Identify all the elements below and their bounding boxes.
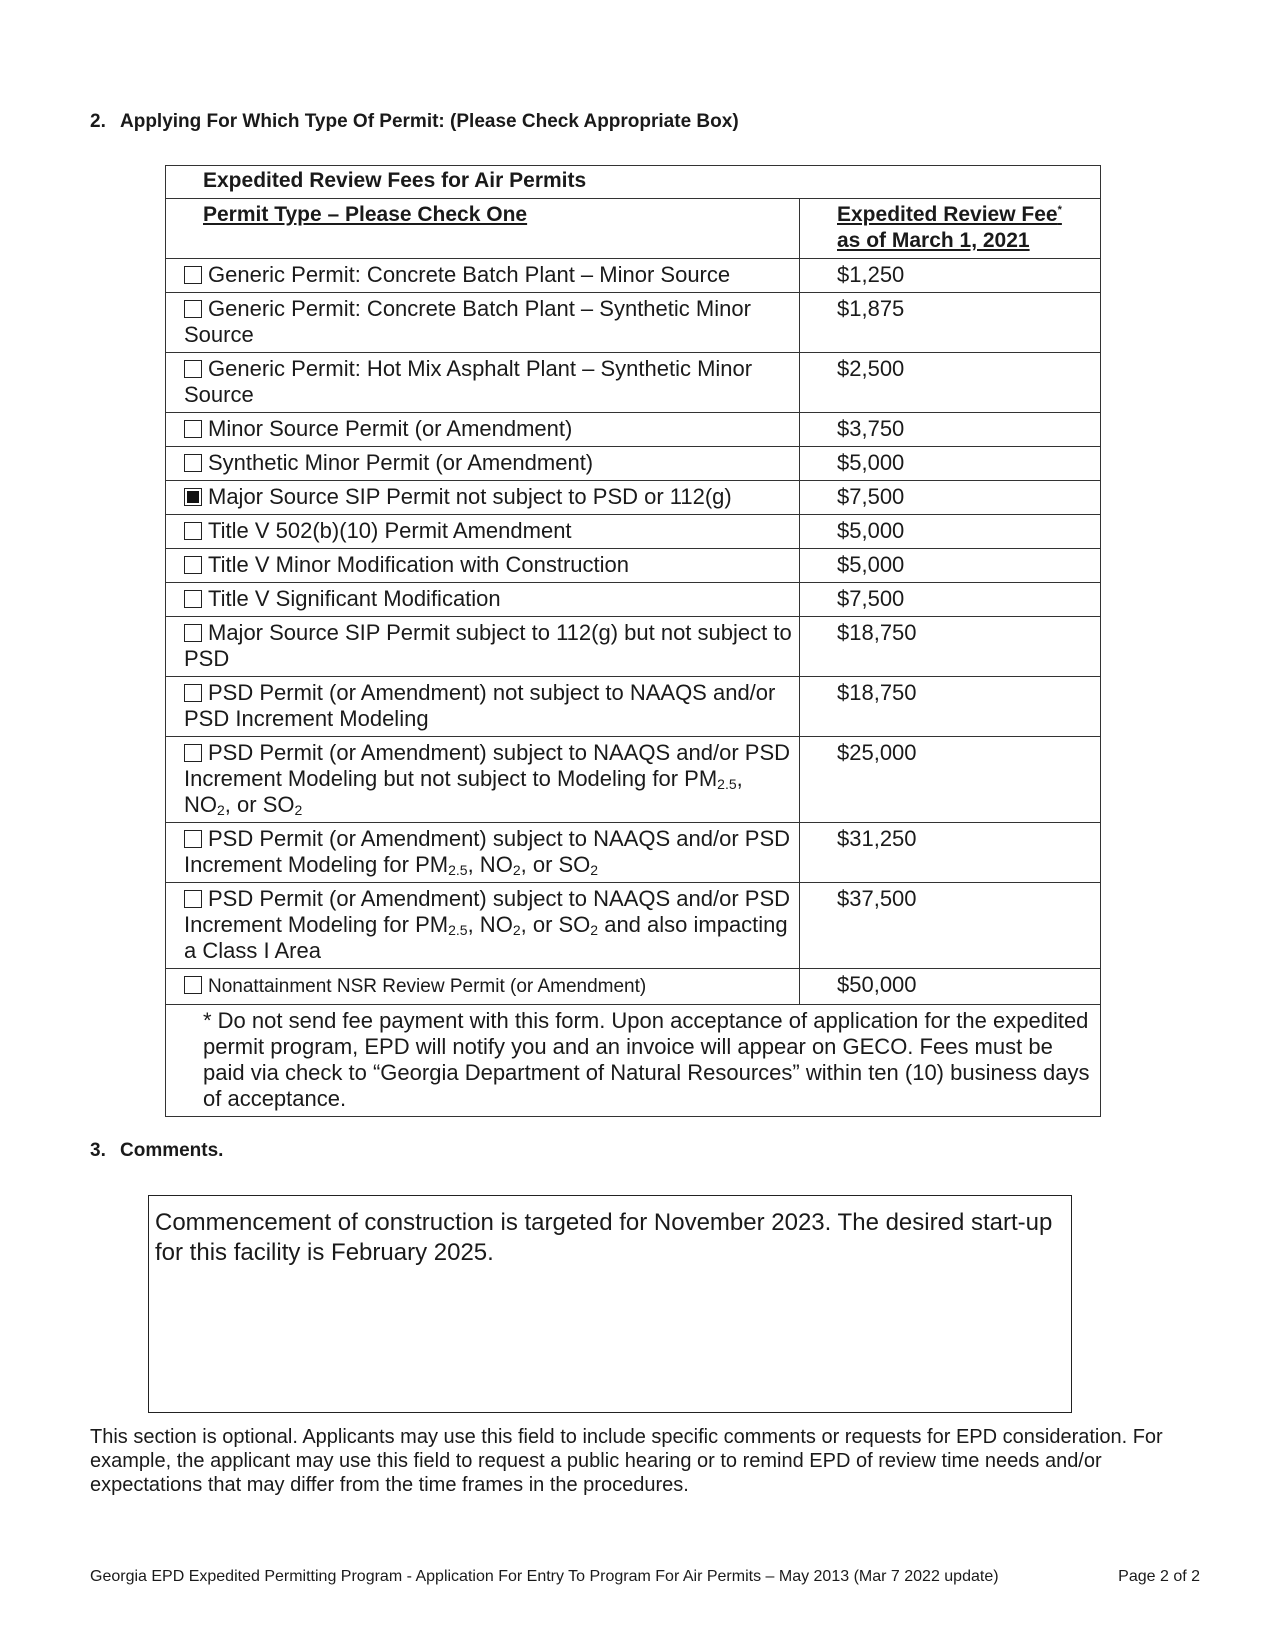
fee-cell: $5,000	[800, 447, 1101, 481]
permit-type-cell	[166, 969, 800, 1005]
footer-doc-title: Georgia EPD Expedited Permitting Program - Application For Entry To Program For Air Permits – May 2013 (Mar 7 2022 update)	[90, 1568, 999, 1585]
permit-label: Title V Minor Modification with Construction	[208, 552, 630, 577]
permit-label-part: and also impacting a Class I Area	[184, 912, 788, 963]
fee-header-line1: Expedited Review Fee	[837, 203, 1058, 226]
fee-cell: $37,500	[800, 883, 1101, 969]
subscript: 2	[217, 802, 225, 818]
permit-checkbox[interactable]	[184, 454, 202, 472]
permit-label: Generic Permit: Hot Mix Asphalt Plant – Synthetic Minor Source	[184, 356, 753, 407]
table-row	[166, 259, 1101, 293]
fee-header-line2: as of March 1, 2021	[837, 229, 1030, 252]
table-row	[166, 293, 1101, 353]
permit-checkbox[interactable]	[184, 830, 202, 848]
table-row	[166, 969, 1101, 1005]
permit-checkbox[interactable]	[184, 744, 202, 762]
permit-label: Major Source SIP Permit not subject to PSD or 112(g)	[208, 484, 732, 509]
permit-label: Title V Significant Modification	[208, 586, 501, 611]
permit-type-cell	[166, 677, 800, 737]
permit-checkbox[interactable]	[184, 684, 202, 702]
table-row	[166, 677, 1101, 737]
permit-label: Generic Permit: Concrete Batch Plant – Synthetic Minor Source	[184, 296, 751, 347]
subscript: 2	[590, 922, 599, 938]
table-row	[166, 617, 1101, 677]
section-2-heading	[90, 111, 739, 133]
table-caption-row	[166, 166, 1101, 199]
fee-footnote: * Do not send fee payment with this form. Upon acceptance of application for the expedited permit program, EPD will notify you and an invoice will appear on GECO. Fees must be paid via check to “Georgia Department of Natural Resources” within ten (10) business days of acceptance.	[166, 1005, 1101, 1117]
permit-label: Synthetic Minor Permit (or Amendment)	[208, 450, 594, 475]
fee-cell: $18,750	[800, 617, 1101, 677]
table-row	[166, 549, 1101, 583]
permit-checkbox-checked[interactable]	[184, 488, 202, 506]
permit-checkbox[interactable]	[184, 624, 202, 642]
permit-type-cell	[166, 259, 800, 293]
fee-cell: $5,000	[800, 549, 1101, 583]
table-row	[166, 823, 1101, 883]
fee-cell: $31,250	[800, 823, 1101, 883]
fee-cell: $2,500	[800, 353, 1101, 413]
permit-label: Nonattainment NSR Review Permit (or Amendment)	[208, 976, 647, 997]
permit-label: Title V 502(b)(10) Permit Amendment	[208, 518, 572, 543]
permit-checkbox[interactable]	[184, 890, 202, 908]
permit-checkbox[interactable]	[184, 556, 202, 574]
fee-cell: $1,875	[800, 293, 1101, 353]
permit-type-cell	[166, 353, 800, 413]
permit-checkbox[interactable]	[184, 420, 202, 438]
section-3-title: Comments.	[120, 1140, 224, 1161]
table-row	[166, 883, 1101, 969]
permit-checkbox[interactable]	[184, 300, 202, 318]
fee-cell: $1,250	[800, 259, 1101, 293]
fee-cell: $3,750	[800, 413, 1101, 447]
subscript: 2.5	[448, 922, 468, 938]
fee-cell: $18,750	[800, 677, 1101, 737]
expedited-fees-table	[165, 165, 1101, 1117]
subscript: 2	[294, 802, 303, 818]
permit-label-part: , NO	[467, 912, 513, 937]
permit-type-cell	[166, 481, 800, 515]
permit-label-part: PSD Permit (or Amendment) subject to NAAQS and/or PSD Increment Modeling but not subject to Modeling for PM	[184, 740, 791, 791]
permit-label: Major Source SIP Permit subject to 112(g) but not subject to PSD	[184, 620, 792, 671]
permit-type-cell	[166, 883, 800, 969]
subscript: 2.5	[717, 776, 737, 792]
table-row	[166, 481, 1101, 515]
table-row	[166, 515, 1101, 549]
permit-type-cell	[166, 549, 800, 583]
fee-header	[800, 199, 1101, 259]
fee-cell: $7,500	[800, 583, 1101, 617]
section-3-number: 3.	[90, 1140, 106, 1161]
table-row	[166, 353, 1101, 413]
permit-checkbox[interactable]	[184, 976, 202, 994]
table-row	[166, 737, 1101, 823]
table-row	[166, 583, 1101, 617]
permit-label: PSD Permit (or Amendment) not subject to NAAQS and/or PSD Increment Modeling	[184, 680, 776, 731]
permit-checkbox[interactable]	[184, 266, 202, 284]
permit-type-cell	[166, 583, 800, 617]
permit-type-cell	[166, 293, 800, 353]
subscript: 2	[512, 922, 521, 938]
fee-cell: $25,000	[800, 737, 1101, 823]
permit-label-part: PSD Permit (or Amendment) subject to NAAQS and/or PSD Increment Modeling for PM	[184, 886, 791, 937]
table-note-row	[166, 1005, 1101, 1117]
permit-label-part: , or SO	[520, 912, 591, 937]
fee-cell: $5,000	[800, 515, 1101, 549]
permit-checkbox[interactable]	[184, 522, 202, 540]
section-2-number: 2.	[90, 111, 106, 132]
optional-note: This section is optional. Applicants may use this field to include specific comments or requests for EPD consideration. For example, the applicant may use this field to request a public hearing or to remind EPD of review time needs and/or expectations that may differ from the time frames in the procedures.	[90, 1426, 1163, 1496]
section-2-title: Applying For Which Type Of Permit: (Please Check Appropriate Box)	[120, 111, 739, 132]
table-row	[166, 447, 1101, 481]
subscript: 2	[590, 862, 599, 878]
permit-label: Minor Source Permit (or Amendment)	[208, 416, 573, 441]
permit-label: Generic Permit: Concrete Batch Plant – Minor Source	[208, 262, 731, 287]
permit-checkbox[interactable]	[184, 590, 202, 608]
permit-label-part: , NO	[184, 766, 743, 817]
subscript: 2	[512, 862, 521, 878]
permit-type-cell	[166, 617, 800, 677]
comments-field[interactable]: Commencement of construction is targeted for November 2023. The desired start-up for this facility is February 2025.	[148, 1195, 1072, 1413]
section-3-heading	[90, 1140, 223, 1162]
permit-type-cell	[166, 447, 800, 481]
permit-type-cell	[166, 413, 800, 447]
table-row	[166, 413, 1101, 447]
page-number: Page 2 of 2	[1118, 1568, 1200, 1585]
table-header-row	[166, 199, 1101, 259]
permit-label-part: , or SO	[520, 852, 591, 877]
permit-label-part: PSD Permit (or Amendment) subject to NAAQS and/or PSD Increment Modeling for PM	[184, 826, 791, 877]
permit-label-part: , NO	[467, 852, 513, 877]
permit-checkbox[interactable]	[184, 360, 202, 378]
permit-label-part: , or SO	[224, 792, 295, 817]
permit-type-cell	[166, 515, 800, 549]
permit-type-cell	[166, 737, 800, 823]
subscript: 2.5	[448, 862, 468, 878]
fee-header-marker: *	[1057, 204, 1062, 216]
permit-type-header: Permit Type – Please Check One	[166, 199, 800, 259]
permit-type-cell	[166, 823, 800, 883]
fee-cell: $7,500	[800, 481, 1101, 515]
table-caption: Expedited Review Fees for Air Permits	[166, 166, 1101, 199]
fee-cell: $50,000	[800, 969, 1101, 1005]
